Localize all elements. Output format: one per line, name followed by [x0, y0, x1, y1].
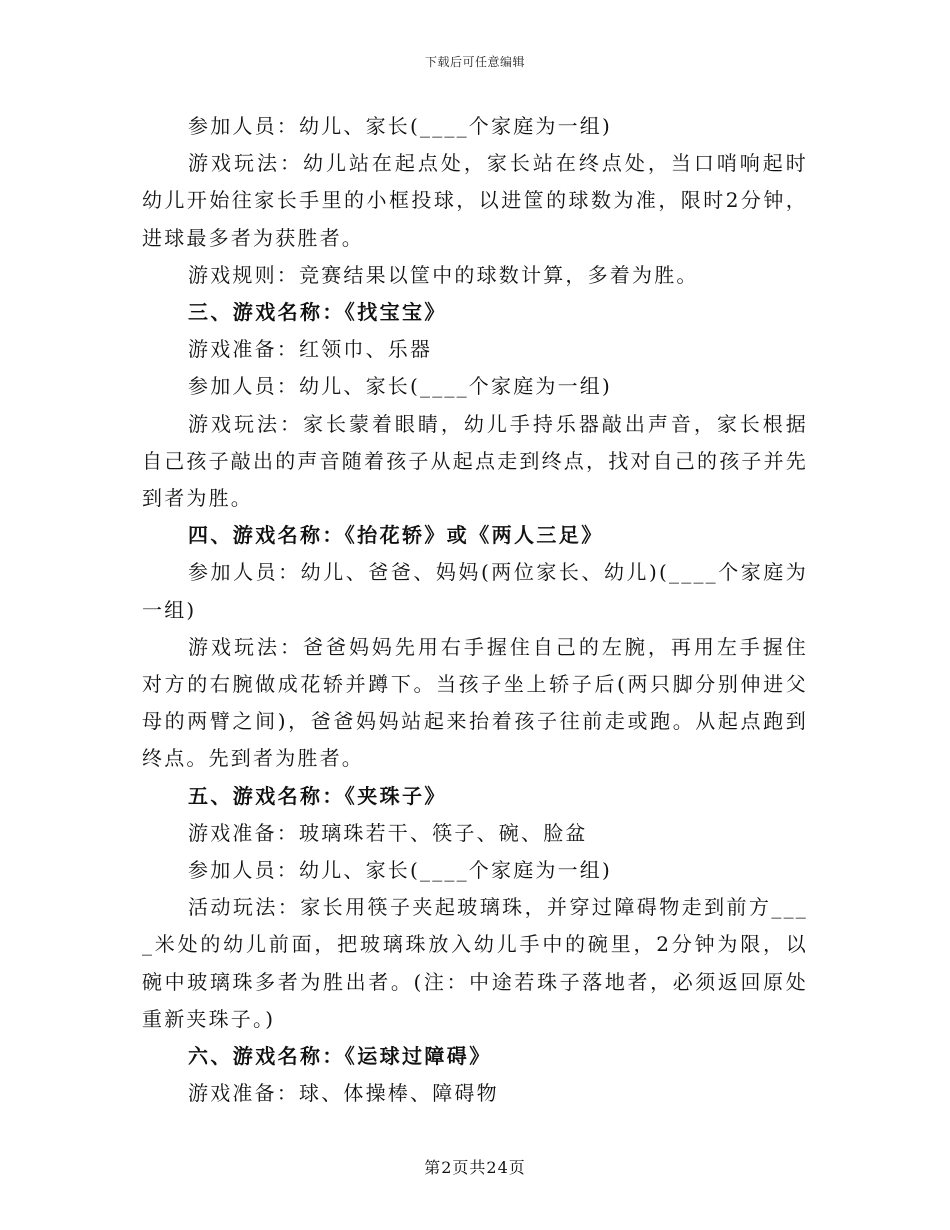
section-heading: 四、游戏名称：《抬花轿》或《两人三足》	[188, 523, 604, 548]
paragraph: 参加人员：幼儿、家长(____个家庭为一组)	[188, 374, 613, 399]
paragraph: 参加人员：幼儿、爸爸、妈妈(两位家长、幼儿)(____个家庭为一组)	[142, 560, 808, 622]
page-header: 下载后可任意编辑	[424, 55, 525, 69]
document-body	[142, 108, 808, 1112]
section-heading: 三、游戏名称：《找宝宝》	[188, 300, 447, 325]
paragraph: 参加人员：幼儿、家长(____个家庭为一组)	[188, 858, 613, 883]
section-heading: 五、游戏名称：《夹珠子》	[188, 783, 447, 808]
paragraph: 活动玩法：家长用筷子夹起玻璃珠，并穿过障碍物走到前方____米处的幼儿前面，把玻璃珠放入幼儿手中的碗里，2分钟为限，以碗中玻璃珠多者为胜出者。(注：中途若珠子落地者，必须返回原处重新夹珠子。)	[142, 895, 808, 1031]
page-footer: 第2页共24页	[424, 1158, 526, 1177]
paragraph: 参加人员：幼儿、家长(____个家庭为一组)	[188, 114, 613, 138]
paragraph: 游戏准备：玻璃珠若干、筷子、碗、脸盆	[188, 820, 588, 845]
paragraph: 游戏玩法：幼儿站在起点处，家长站在终点处，当口哨响起时幼儿开始往家长手里的小框投球，以进筐的球数为准，限时2分钟，进球最多者为获胜者。	[142, 151, 808, 250]
section-heading: 六、游戏名称：《运球过障碍》	[188, 1044, 492, 1069]
paragraph: 游戏玩法：爸爸妈妈先用右手握住自己的左腕，再用左手握住对方的右腕做成花轿并蹲下。当孩子坐上轿子后(两只脚分别伸进父母的两臂之间)，爸爸妈妈站起来抬着孩子往前走或跑。从起点跑到终点。先到者为胜者。	[142, 634, 808, 771]
paragraph: 游戏准备：红领巾、乐器	[188, 337, 433, 362]
paragraph: 游戏准备：球、体操棒、障碍物	[188, 1081, 499, 1106]
paragraph: 游戏规则：竞赛结果以筐中的球数计算，多着为胜。	[188, 262, 699, 287]
paragraph: 游戏玩法：家长蒙着眼睛，幼儿手持乐器敲出声音，家长根据自己孩子敲出的声音随着孩子从起点走到终点，找对自己的孩子并先到者为胜。	[142, 411, 808, 511]
